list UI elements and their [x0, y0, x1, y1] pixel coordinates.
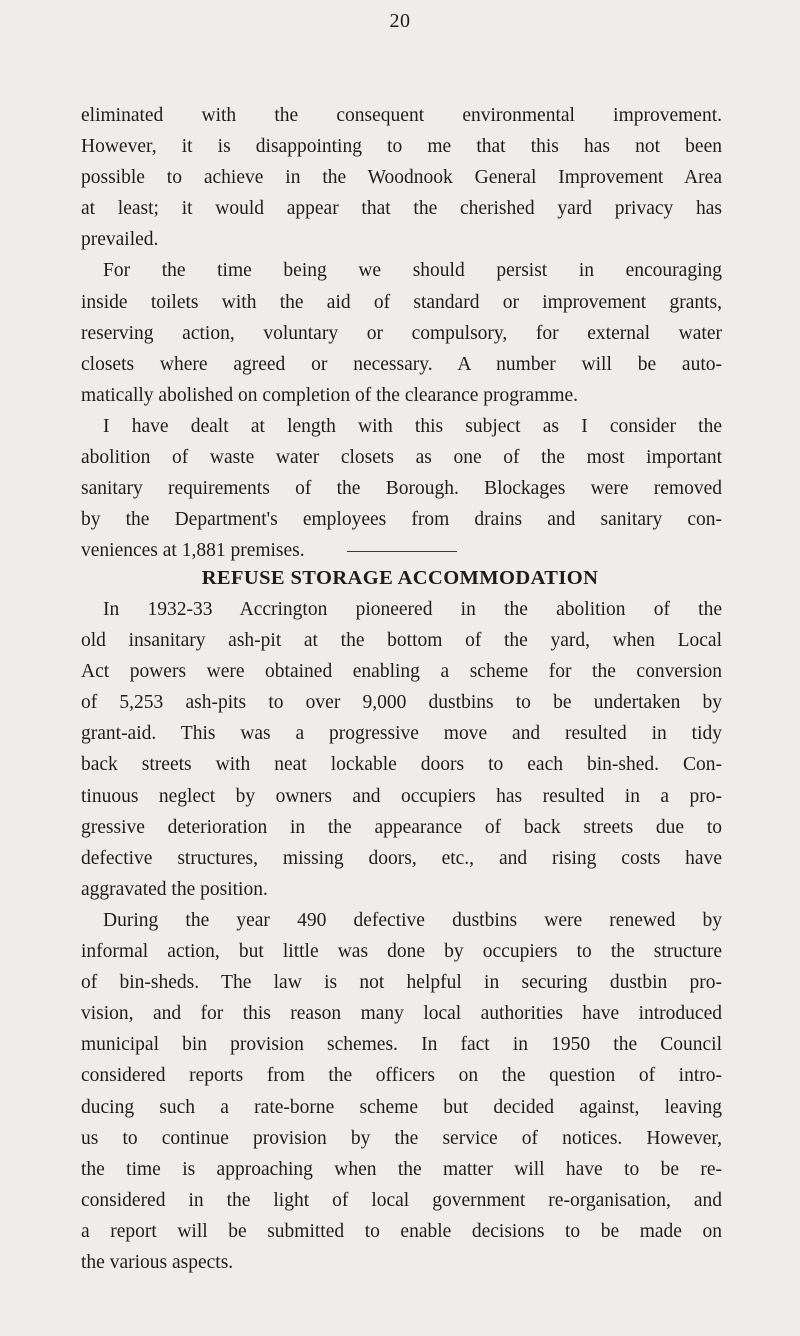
text-line: sanitary requirements of the Borough. Blockages were removed [81, 478, 722, 500]
paragraph [81, 411, 722, 566]
text-line: prevailed. [81, 229, 159, 251]
text-line: possible to achieve in the Woodnook General Improvement Area [81, 167, 722, 189]
text-line: aggravated the position. [81, 878, 268, 900]
text-line: considered reports from the officers on the question of intro- [81, 1065, 722, 1087]
text-line: gressive deterioration in the appearance of back streets due to [81, 816, 722, 838]
text-line: reserving action, voluntary or compulsory, for external water [81, 322, 722, 344]
section-heading: REFUSE STORAGE ACCOMMODATION [201, 567, 599, 589]
text-line: grant-aid. This was a progressive move and resulted in tidy [81, 723, 722, 745]
paragraph [81, 255, 722, 410]
text-line: abolition of waste water closets as one of the most important [81, 447, 722, 469]
text-line: inside toilets with the aid of standard or improvement grants, [81, 291, 722, 313]
paragraph [81, 905, 722, 1278]
text-line: matically abolished on completion of the clearance programme. [81, 384, 579, 406]
text-line: us to continue provision by the service of notices. However, [81, 1127, 722, 1149]
text-line: informal action, but little was done by occupiers to the structure [81, 941, 722, 963]
text-line: of 5,253 ash-pits to over 9,000 dustbins to be undertaken by [81, 692, 722, 714]
text-line: vision, and for this reason many local authorities have introduced [81, 1003, 722, 1025]
text-line: back streets with neat lockable doors to each bin-shed. Con- [81, 754, 722, 776]
text-line: I have dealt at length with this subject as I consider the [103, 415, 722, 437]
text-line: For the time being we should persist in encouraging [103, 260, 722, 282]
text-line: municipal bin provision schemes. In fact in 1950 the Council [81, 1034, 722, 1056]
text-line: Act powers were obtained enabling a scheme for the conversion [81, 661, 722, 683]
body-text-bottom [81, 594, 722, 1278]
paragraph [81, 100, 722, 255]
text-line: eliminated with the consequent environmental improvement. [81, 105, 722, 126]
text-line: During the year 490 defective dustbins were renewed by [103, 909, 722, 931]
text-line: old insanitary ash-pit at the bottom of the yard, when Local [81, 630, 722, 652]
text-line: veniences at 1,881 premises. [81, 540, 305, 562]
text-line: closets where agreed or necessary. A number will be auto- [81, 353, 722, 375]
text-line: of bin-sheds. The law is not helpful in securing dustbin pro- [81, 972, 722, 994]
text-line: defective structures, missing doors, etc., and rising costs have [81, 847, 722, 869]
text-line: However, it is disappointing to me that this has not been [81, 136, 722, 158]
paragraph [81, 594, 722, 905]
text-line: tinuous neglect by owners and occupiers has resulted in a pro- [81, 785, 722, 807]
body-text-top [81, 100, 722, 566]
page-number: 20 [389, 10, 411, 32]
text-line: In 1932-33 Accrington pioneered in the abolition of the [103, 599, 722, 620]
section-divider [347, 551, 457, 552]
text-line: by the Department's employees from drains and sanitary con- [81, 509, 722, 531]
text-line: the various aspects. [81, 1251, 234, 1273]
text-line: ducing such a rate-borne scheme but decided against, leaving [81, 1096, 722, 1118]
text-line: the time is approaching when the matter will have to be re- [81, 1158, 722, 1180]
text-line: at least; it would appear that the cherished yard privacy has [81, 198, 722, 220]
text-line: considered in the light of local government re-organisation, and [81, 1189, 722, 1211]
text-line: a report will be submitted to enable decisions to be made on [81, 1220, 722, 1242]
